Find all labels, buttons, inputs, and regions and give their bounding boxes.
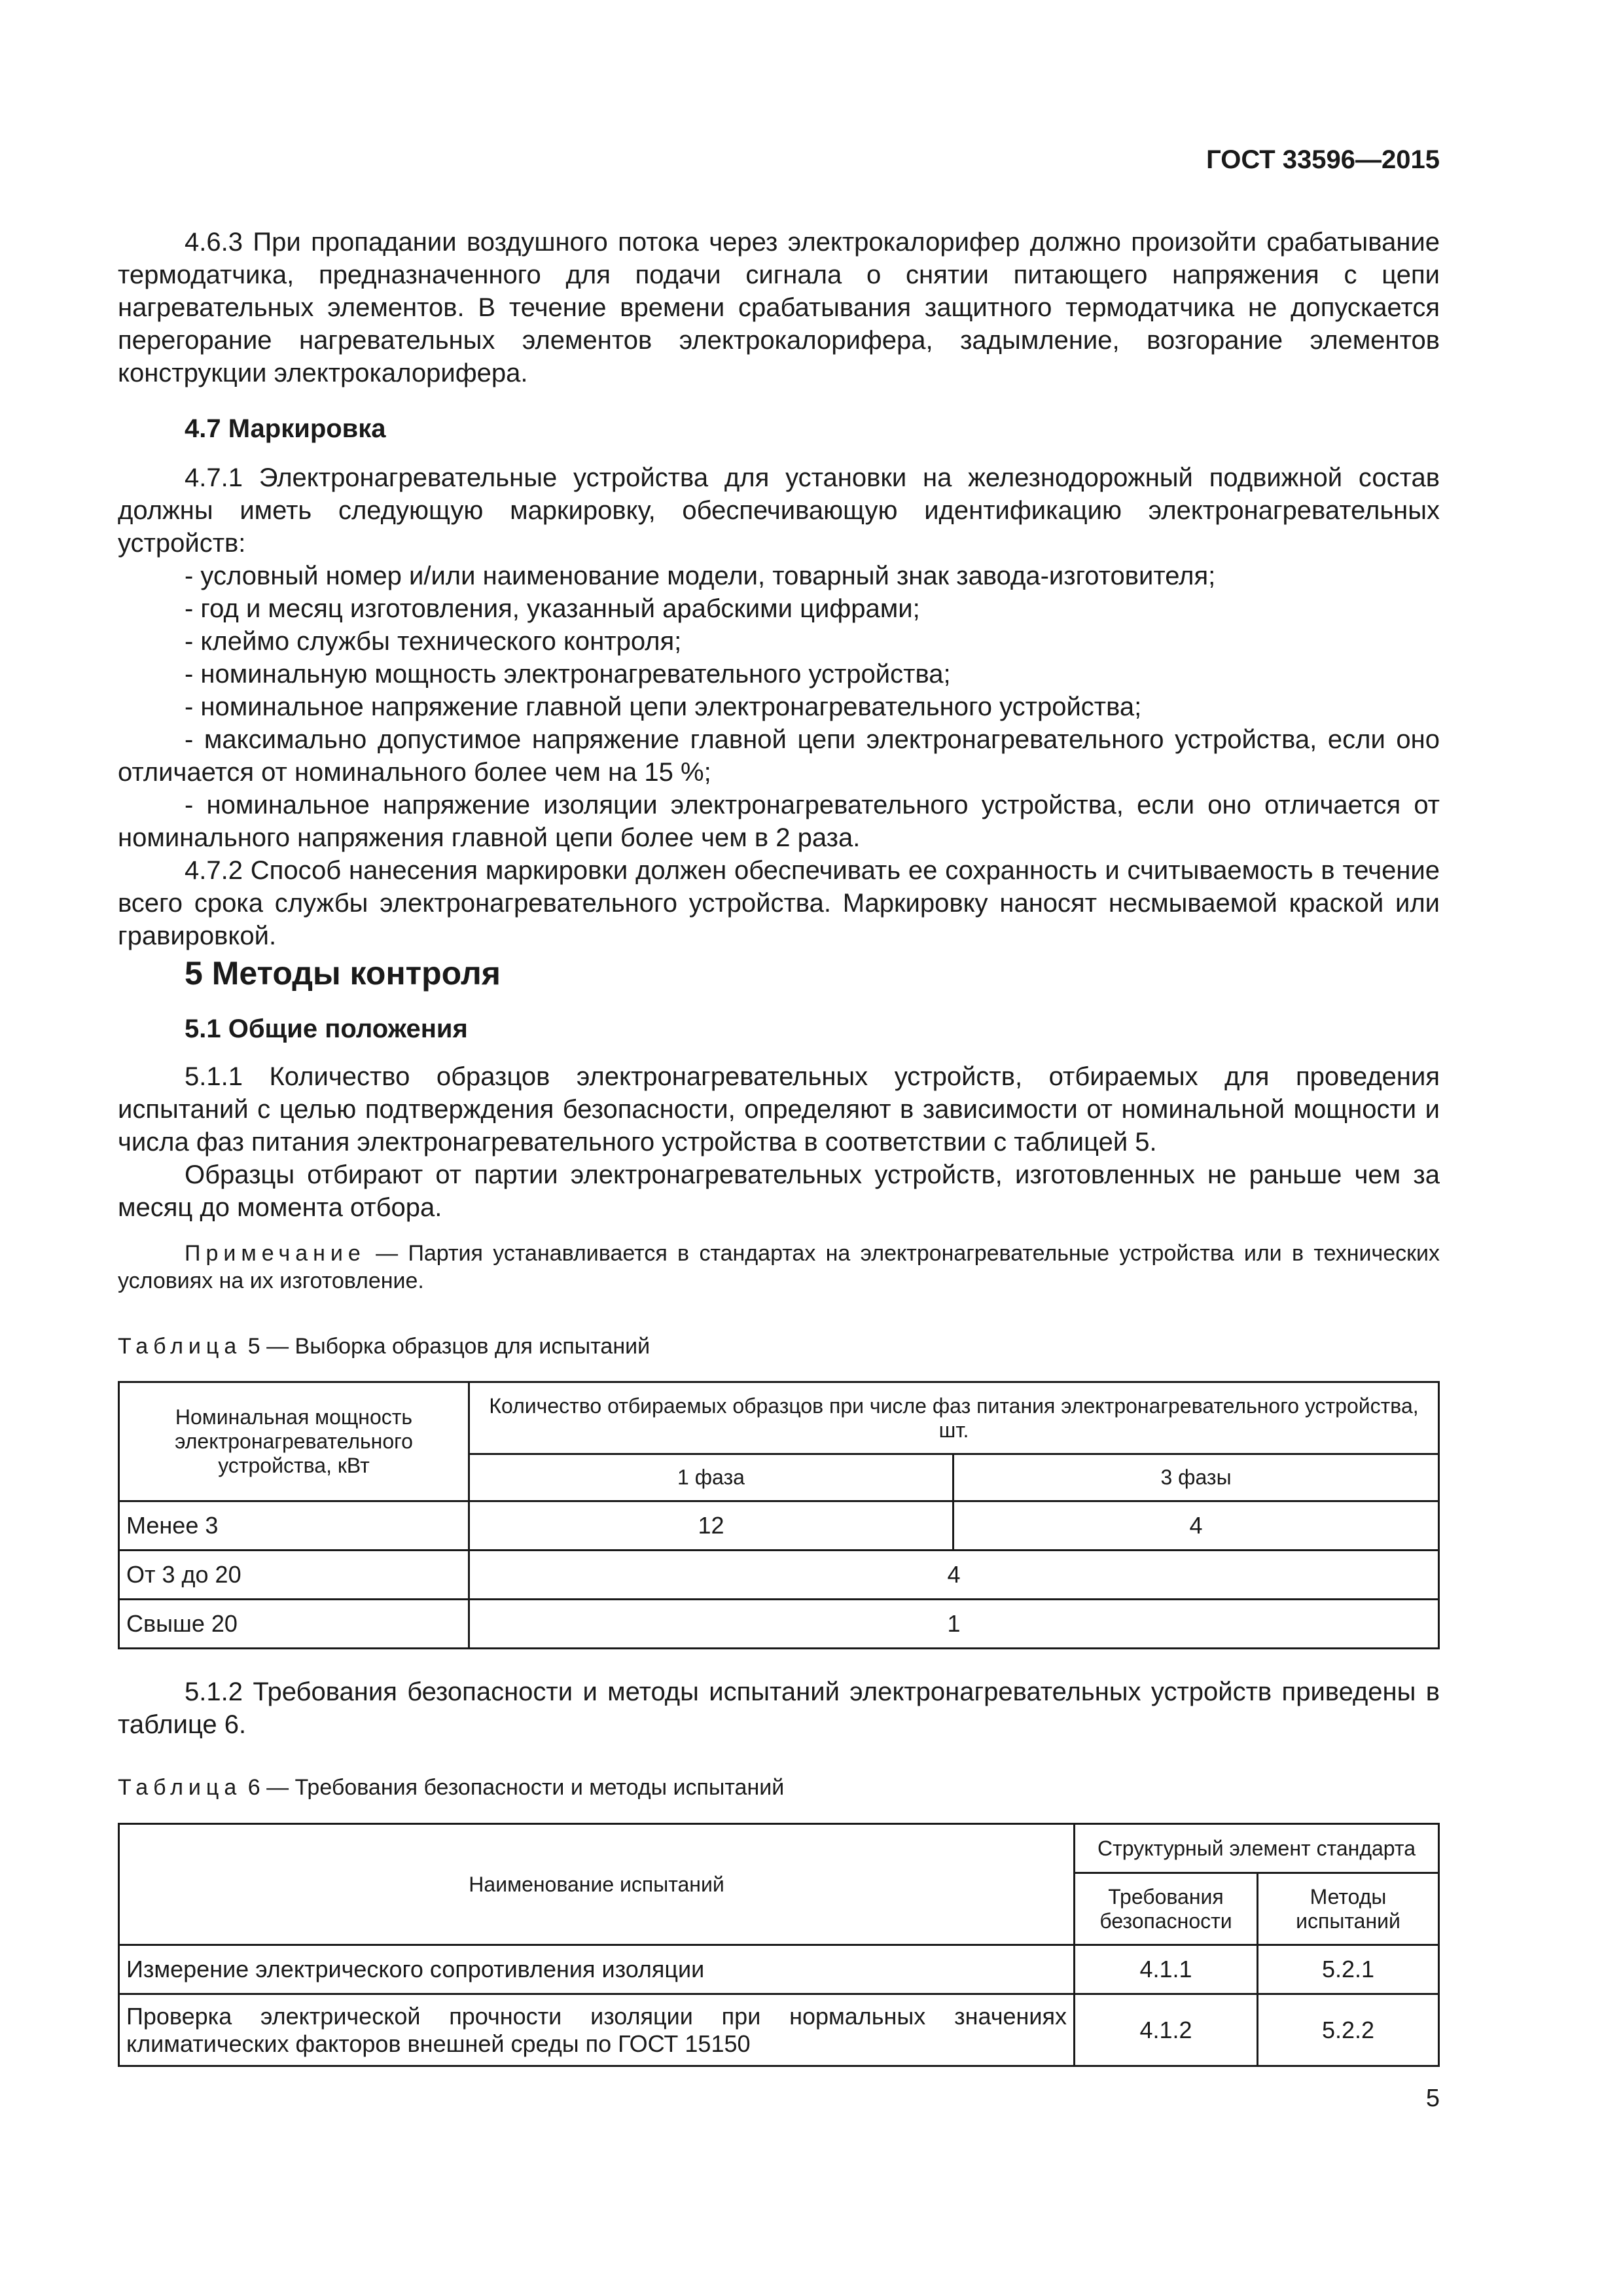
paragraph-4-7-1: 4.7.1 Электронагревательные устройства для установки на железнодорожный подвижной состав должны иметь следующую маркировку, обеспечивающую идентификацию электронагревательных устройств: (118, 463, 1440, 558)
table5-caption (118, 1334, 650, 1359)
paragraph-text: 5.1.1 Количество образцов электронагревательных устройств, отбираемых для проведения испытаний с целью подтверждения безопасности, определяют в зависимости от номинальной мощности и числа фаз питания электронагревательного устройства в соответствии с таблицей 5. (118, 1062, 1440, 1157)
column-header-methods: Методы испытаний (1258, 1873, 1439, 1945)
cell-power: От 3 до 20 (119, 1551, 469, 1600)
marking-item: - номинальное напряжение изоляции электронагревательного устройства, если оно отличается от номинального напряжения главной цепи более чем в 2 раза. (118, 791, 1440, 852)
table-6 (118, 1823, 1440, 2067)
heading-5: 5 Методы контроля (185, 955, 501, 992)
cell-requirement: 4.1.2 (1075, 1994, 1258, 2066)
paragraph-4-6-3 (118, 226, 1440, 389)
caption-text: 6 — Требования безопасности и методы испытаний (241, 1775, 785, 1800)
caption-label: Таблица (118, 1334, 242, 1359)
paragraph-text: 5.1.2 Требования безопасности и методы испытаний электронагревательных устройств приведены в таблице 6. (118, 1677, 1440, 1739)
cell-1-phase: 12 (469, 1501, 954, 1551)
table-row (119, 1945, 1439, 1994)
column-header-3-phase: 3 фазы (954, 1454, 1439, 1501)
marking-item: - год и месяц изготовления, указанный арабскими цифрами; (185, 594, 920, 623)
column-header-structural-element: Структурный элемент стандарта (1075, 1824, 1439, 1873)
note-text: — Партия устанавливается в стандартах на электронагревательные устройства или в технических условиях на их изготовление. (118, 1241, 1440, 1293)
marking-section (118, 461, 1440, 952)
note (118, 1240, 1440, 1295)
paragraph-5-1-2 (118, 1676, 1440, 1741)
marking-item: - номинальное напряжение главной цепи электронагревательного устройства; (185, 692, 1142, 721)
cell-requirement: 4.1.1 (1075, 1945, 1258, 1994)
note-paragraph (118, 1240, 1440, 1295)
caption-label: Таблица (118, 1775, 242, 1800)
marking-item: - максимально допустимое напряжение главной цепи электронагревательного устройства, если оно отличается от номинального более чем на 15 %; (118, 725, 1440, 787)
column-header-test-name: Наименование испытаний (119, 1824, 1075, 1945)
cell-samples: 1 (469, 1600, 1439, 1649)
document-id-header: ГОСТ 33596—2015 (1206, 145, 1440, 174)
paragraph-5-1-1 (118, 1060, 1440, 1224)
marking-item: - клеймо службы технического контроля; (185, 627, 682, 656)
cell-power: Менее 3 (119, 1501, 469, 1551)
caption-text: 5 — Выборка образцов для испытаний (241, 1334, 651, 1359)
cell-test-name: Измерение электрического сопротивления изоляции (119, 1945, 1075, 1994)
cell-samples: 4 (469, 1551, 1439, 1600)
page-number: 5 (1425, 2085, 1440, 2112)
column-header-power: Номинальная мощность электронагревательного устройства, кВт (119, 1382, 469, 1501)
paragraph-text: Образцы отбирают от партии электронагревательных устройств, изготовленных не раньше чем за месяц до момента отбора. (118, 1160, 1440, 1222)
column-header-1-phase: 1 фаза (469, 1454, 954, 1501)
table-row (119, 1501, 1439, 1551)
column-header-requirements: Требования безопасности (1075, 1873, 1258, 1945)
column-header-samples: Количество отбираемых образцов при числе фаз питания электронагревательного устройства, шт. (469, 1382, 1439, 1454)
paragraph-text: 4.6.3 При пропадании воздушного потока через электрокалорифер должно произойти срабатывание термодатчика, предназначенного для подачи сигнала о снятии питающего напряжения с цепи нагревательных элементов. В течение времени срабатывания защитного термодатчика не допускается перегорание нагревательных элементов электрокалорифера, задымление, возгорание элементов конструкции электрокалорифера. (118, 228, 1440, 387)
cell-power: Свыше 20 (119, 1600, 469, 1649)
table-row (119, 1600, 1439, 1649)
table-5 (118, 1381, 1440, 1649)
table-row (119, 1551, 1439, 1600)
cell-method: 5.2.1 (1258, 1945, 1439, 1994)
cell-method: 5.2.2 (1258, 1994, 1439, 2066)
paragraph-4-7-2: 4.7.2 Способ нанесения маркировки должен обеспечивать ее сохранность и считываемость в течение всего срока службы электронагревательного устройства. Маркировку наносят несмываемой краской или гравировкой. (118, 856, 1440, 950)
marking-item: - номинальную мощность электронагревательного устройства; (185, 660, 951, 689)
heading-4-7: 4.7 Маркировка (185, 414, 386, 443)
marking-item: - условный номер и/или наименование модели, товарный знак завода-изготовителя; (185, 562, 1216, 590)
heading-5-1: 5.1 Общие положения (185, 1014, 468, 1043)
note-label: Примечание (185, 1241, 366, 1266)
cell-test-name: Проверка электрической прочности изоляции при нормальных значениях климатических факторов внешней среды по ГОСТ 15150 (119, 1994, 1075, 2066)
table6-caption (118, 1775, 784, 1801)
table-row (119, 1994, 1439, 2066)
cell-3-phase: 4 (954, 1501, 1439, 1551)
